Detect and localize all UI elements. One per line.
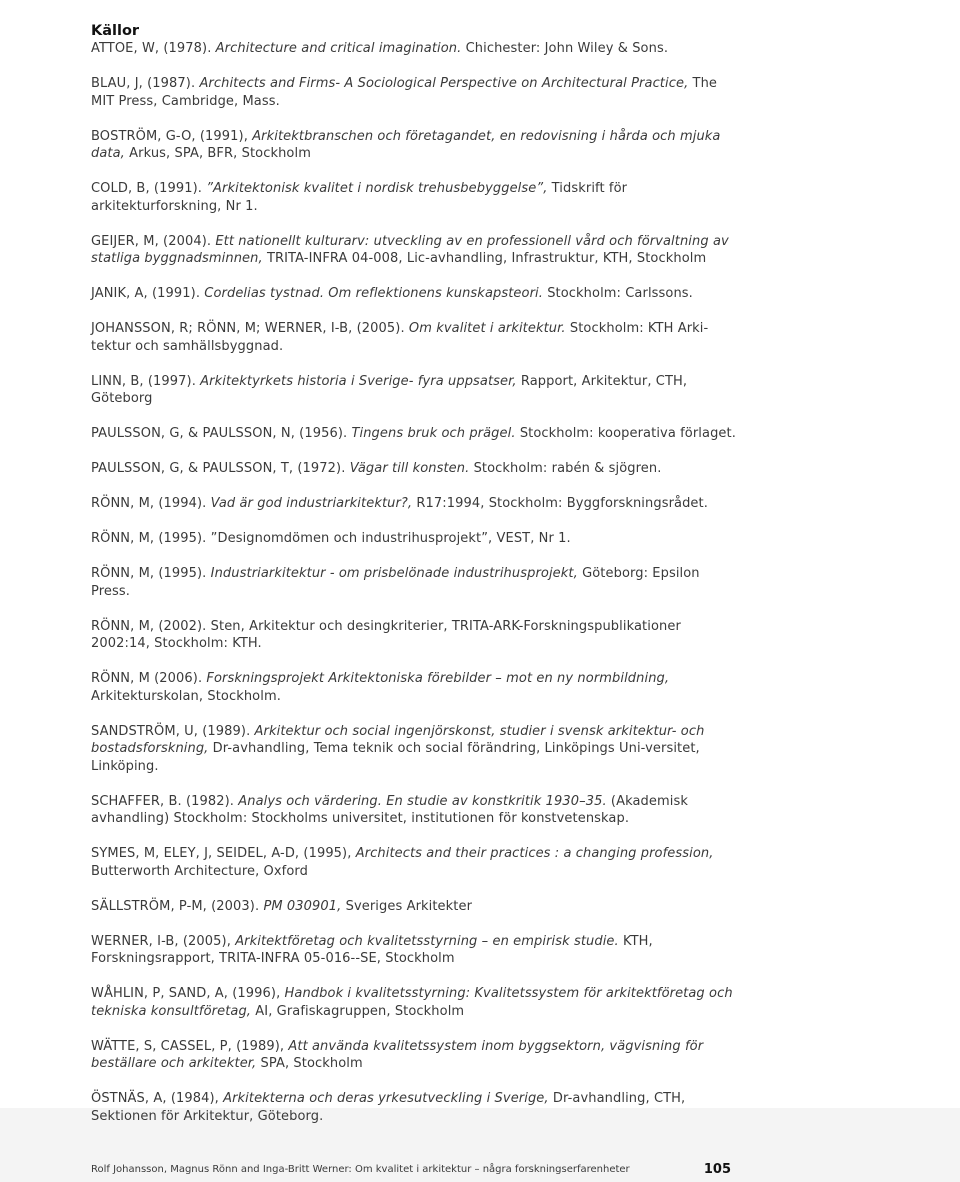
reference-entry [91, 285, 736, 303]
reference-title: Vad är god industriarkitektur?, [210, 496, 413, 511]
reference-entry [91, 128, 736, 163]
reference-text: Arkus, SPA, BFR, Stockholm [124, 146, 311, 161]
reference-title: Vägar till konsten. [349, 461, 470, 476]
reference-text: (Akademisk avhandling) Stockholm: Stockholms universitet, institutionen för konstvetenskap. [91, 793, 688, 826]
reference-entry [91, 40, 736, 58]
reference-title: Om kvalitet i arkitektur. [408, 321, 566, 336]
reference-text: JOHANSSON, R; RÖNN, M; WERNER, I-B, (2005). [91, 321, 409, 336]
reference-text: TRITA-INFRA 04-008, Lic-avhandling, Infrastruktur, KTH, Stockholm [262, 251, 707, 266]
reference-text: SANDSTRÖM, U, (1989). [91, 723, 255, 739]
reference-entry [91, 373, 736, 408]
reference-title: Arkitektföretag och kvalitetsstyrning – en empirisk studie. [235, 933, 619, 949]
section-heading: Källor [91, 23, 140, 39]
reference-title: Analys och värdering. En studie av konstkritik 1930–35. [238, 793, 607, 809]
reference-text: SÄLLSTRÖM, P-M, (2003). [91, 898, 264, 914]
reference-title: Handbok i kvalitetsstyrning: Kvalitetssystem för arkitektföretag och tekniska konsultföretag, [91, 986, 733, 1019]
reference-text: WÅHLIN, P, SAND, A, (1996), [91, 986, 285, 1001]
reference-entry [91, 320, 736, 355]
reference-entry [91, 845, 736, 880]
reference-text: WERNER, I-B, (2005), [91, 933, 236, 949]
reference-text: SPA, Stockholm [256, 1056, 363, 1071]
reference-entry [91, 898, 736, 916]
reference-text: Chichester: John Wiley & Sons. [461, 41, 669, 56]
reference-text: Rapport, Arkitektur, CTH, Göteborg [91, 373, 688, 406]
reference-text: KTH, Forskningsrapport, TRITA-INFRA 05-016--SE, Stockholm [91, 933, 653, 966]
reference-text: Stockholm: rabén & sjögren. [469, 461, 662, 476]
reference-title: Arkitektbranschen och företagandet, en redovisning i hårda och mjuka data, [91, 128, 721, 161]
reference-title: Arkitekterna och deras yrkesutveckling i Sverige, [223, 1091, 549, 1106]
reference-entry [91, 618, 736, 653]
reference-text: PAULSSON, G, & PAULSSON, T, (1972). [91, 461, 350, 476]
reference-text: BLAU, J, (1987). [91, 76, 200, 91]
reference-title: Architects and their practices : a changing profession, [355, 846, 714, 861]
reference-entry [91, 233, 736, 268]
reference-entry [91, 425, 736, 443]
reference-title: Forskningsprojekt Arkitektoniska förebilder – mot en ny normbildning, [206, 671, 670, 686]
reference-entry [91, 75, 736, 110]
reference-entry [91, 670, 736, 705]
reference-title: Ett nationellt kulturarv: utveckling av en professionell vård och förvaltning av statliga byggnadsminnen, [91, 233, 729, 266]
reference-text: ÖSTNÄS, A, (1984), [91, 1091, 224, 1106]
reference-title: Architecture and critical imagination. [215, 41, 462, 56]
reference-text: PAULSSON, G, & PAULSSON, N, (1956). [91, 426, 352, 441]
reference-text: BOSTRÖM, G-O, (1991), [91, 128, 253, 144]
reference-list [91, 40, 736, 1125]
reference-text: RÖNN, M, (1995). [91, 566, 211, 581]
reference-text: GEIJER, M, (2004). [91, 233, 216, 249]
reference-text: SCHAFFER, B. (1982). [91, 793, 239, 809]
reference-entry [91, 180, 736, 215]
reference-title: Industriarkitektur - om prisbelönade industrihusprojekt, [210, 566, 578, 581]
reference-text: COLD, B, (1991). [91, 181, 207, 196]
page-footer [91, 1162, 736, 1182]
reference-entry [91, 460, 736, 478]
reference-text: Göteborg: Epsilon Press. [91, 566, 700, 599]
reference-text: Tidskrift för arkitekturforskning, Nr 1. [91, 181, 628, 214]
reference-text: Stockholm: KTH Arki-tektur och samhällsbyggnad. [91, 321, 709, 354]
reference-text: WÄTTE, S, CASSEL, P, (1989), [91, 1038, 289, 1054]
reference-text: Dr-avhandling, Tema teknik och social förändring, Linköpings Uni-versitet, Linköping. [91, 741, 700, 774]
reference-text: RÖNN, M, (2002). Sten, Arkitektur och desingkriterier, TRITA-ARK-Forskningspublikationer 2002:14, Stockholm: KTH. [91, 618, 681, 651]
reference-text: RÖNN, M (2006). [91, 671, 207, 686]
reference-entry [91, 1038, 736, 1073]
reference-entry [91, 1090, 736, 1125]
reference-text: LINN, B, (1997). [91, 373, 201, 389]
reference-text: Stockholm: kooperativa förlaget. [515, 426, 736, 441]
footer-text: Rolf Johansson, Magnus Rönn and Inga-Britt Werner: Om kvalitet i arkitektur – några forskningserfarenheter [91, 1164, 630, 1175]
reference-text: Stockholm: Carlssons. [542, 286, 693, 301]
references-section [91, 22, 736, 1143]
reference-text: RÖNN, M, (1994). [91, 496, 211, 511]
reference-text: AI, Grafiskagruppen, Stockholm [251, 1003, 465, 1019]
reference-title: Att använda kvalitetssystem inom byggsektorn, vägvisning för beställare och arkitekter, [91, 1038, 704, 1071]
reference-text: SYMES, M, ELEY, J, SEIDEL, A-D, (1995), [91, 846, 356, 861]
reference-entry [91, 495, 736, 513]
reference-text: R17:1994, Stockholm: Byggforskningsrådet. [412, 496, 708, 511]
reference-title: Arkitektur och social ingenjörskonst, studier i svensk arkitektur- och bostadsforskning, [91, 723, 705, 756]
reference-entry [91, 565, 736, 600]
reference-text: JANIK, A, (1991). [91, 286, 205, 301]
reference-text: Arkitekturskolan, Stockholm. [91, 688, 281, 704]
reference-text: The MIT Press, Cambridge, Mass. [91, 76, 718, 109]
reference-title: PM 030901, [263, 898, 342, 914]
reference-title: Cordelias tystnad. Om reflektionens kunskapsteori. [204, 286, 543, 301]
reference-title: Architects and Firms- A Sociological Perspective on Architectural Practice, [199, 76, 689, 91]
reference-title: Tingens bruk och prägel. [351, 426, 516, 441]
reference-entry [91, 723, 736, 776]
reference-entry [91, 933, 736, 968]
reference-entry [91, 793, 736, 828]
page-number: 105 [703, 1162, 731, 1177]
reference-text: RÖNN, M, (1995). ”Designomdömen och industrihusprojekt”, VEST, Nr 1. [91, 531, 571, 546]
reference-title: Arkitektyrkets historia i Sverige- fyra uppsatser, [200, 373, 517, 389]
reference-entry [91, 985, 736, 1020]
reference-text: ATTOE, W, (1978). [91, 41, 216, 56]
reference-entry [91, 530, 736, 548]
reference-title: ”Arkitektonisk kvalitet i nordisk trehusbebyggelse”, [206, 181, 548, 196]
reference-text: Dr-avhandling, CTH, Sektionen för Arkitektur, Göteborg. [91, 1091, 686, 1124]
reference-text: Sveriges Arkitekter [341, 898, 473, 914]
reference-text: Butterworth Architecture, Oxford [91, 863, 308, 879]
